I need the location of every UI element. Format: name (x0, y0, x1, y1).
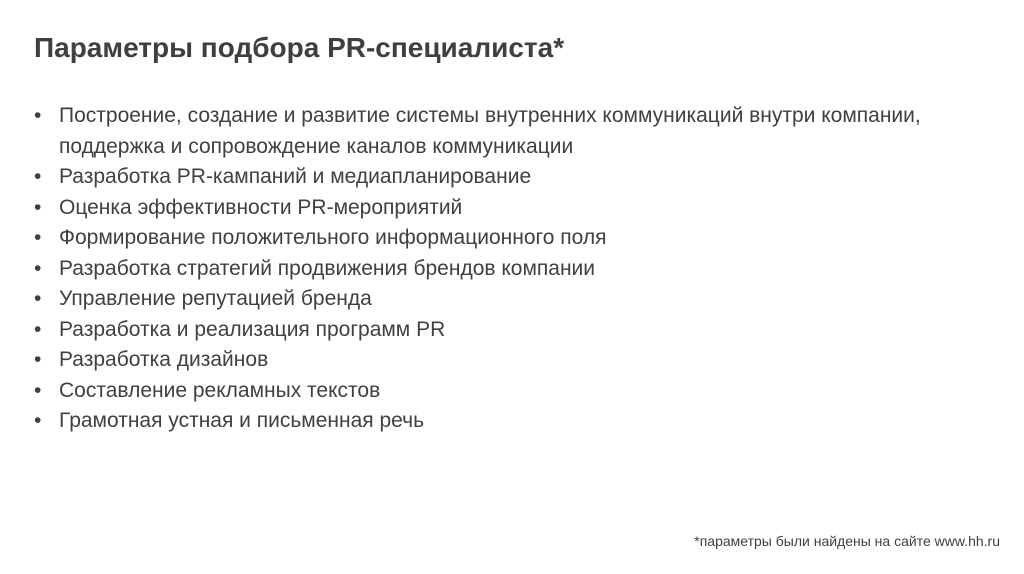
list-item-text: Разработка дизайнов (59, 348, 269, 371)
list-item (34, 284, 994, 315)
list-item-text: Управление репутацией бренда (59, 287, 372, 310)
bullet-icon: • (34, 165, 42, 188)
bullet-icon: • (34, 104, 42, 127)
footnote: *параметры были найдены на сайте www.hh.ru (694, 533, 1000, 549)
bullet-icon: • (34, 348, 42, 371)
list-item-text: Составление рекламных текстов (59, 378, 381, 402)
bullet-list (34, 101, 994, 437)
bullet-icon: • (34, 256, 42, 280)
list-item-text: Формирование положительного информационного поля (59, 226, 607, 249)
bullet-icon: • (34, 378, 42, 402)
list-item-text: Разработка PR-кампаний и медиапланирование (59, 165, 532, 188)
bullet-icon: • (34, 226, 42, 249)
bullet-icon: • (34, 195, 42, 219)
bullet-icon: • (34, 287, 42, 310)
bullet-icon: • (34, 409, 42, 432)
list-item-text: Оценка эффективности PR-мероприятий (59, 195, 463, 219)
list-item (34, 223, 994, 254)
list-item-text: Разработка стратегий продвижения брендов компании (59, 256, 596, 280)
list-item (34, 254, 994, 285)
list-item (34, 162, 994, 193)
list-item (34, 406, 994, 437)
list-item (34, 315, 994, 346)
slide-title: Параметры подбора PR-специалиста* (34, 32, 565, 63)
list-item (34, 376, 994, 407)
list-item-text: Разработка и реализация программ PR (59, 317, 446, 341)
list-item (34, 345, 994, 376)
bullet-icon: • (34, 317, 42, 341)
list-item-text: Грамотная устная и письменная речь (59, 409, 425, 432)
list-item (34, 101, 994, 162)
list-item (34, 193, 994, 224)
list-item-text: Построение, создание и развитие системы внутренних коммуникаций внутри компании, поддержка и сопровождение каналов коммуникации (59, 104, 921, 158)
